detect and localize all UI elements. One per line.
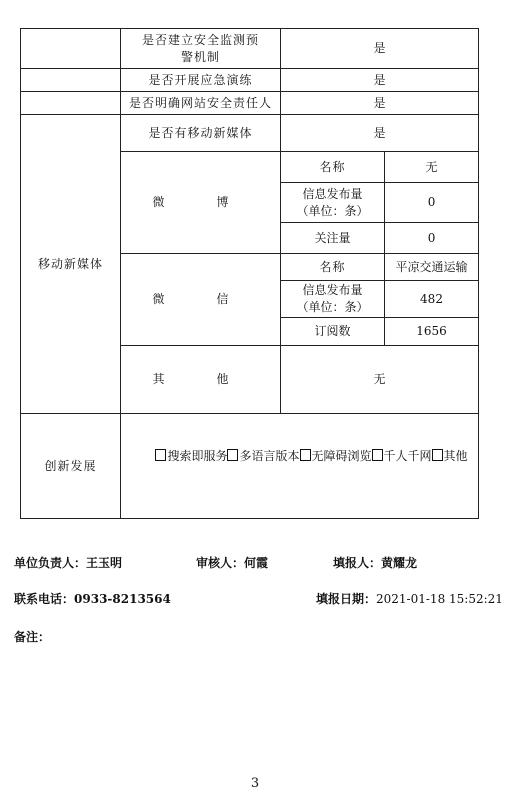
weibo-name-label: 名称	[281, 152, 385, 183]
table-cell-empty	[21, 29, 121, 69]
date-label: 填报日期：	[316, 592, 377, 606]
filler	[333, 554, 417, 571]
phone-value: 0933-8213564	[74, 592, 171, 606]
table-row	[21, 115, 479, 152]
weibo-followers-value: 0	[385, 223, 479, 254]
drill-label: 是否开展应急演练	[121, 69, 281, 92]
date-value: 2021-01-18 15:52:21	[376, 592, 503, 606]
weibo-posts-value: 0	[385, 183, 479, 223]
option-label: 多语言版本	[239, 448, 300, 463]
unit-head	[14, 554, 122, 571]
page-number: 3	[250, 776, 260, 791]
wechat-posts-label	[281, 281, 385, 318]
wechat-posts-value: 482	[385, 281, 479, 318]
option-item[interactable]	[155, 449, 227, 463]
weibo-name-value: 无	[385, 152, 479, 183]
wechat-subscribers-label: 订阅数	[281, 318, 385, 346]
table-row	[21, 414, 479, 519]
responsible-value: 是	[281, 92, 479, 115]
wechat-name-value: 平凉交通运输	[385, 254, 479, 281]
checkbox-icon[interactable]	[372, 449, 383, 461]
option-label: 无障碍浏览	[311, 448, 372, 463]
weibo-posts-label-line1: 信息发布量	[302, 186, 363, 201]
responsible-label: 是否明确网站安全责任人	[121, 92, 281, 115]
checkbox-icon[interactable]	[432, 449, 443, 461]
contact-phone	[14, 590, 171, 607]
has-media-label: 是否有移动新媒体	[121, 115, 281, 152]
checkbox-icon[interactable]	[300, 449, 311, 461]
table-row	[21, 92, 479, 115]
option-item[interactable]	[300, 449, 372, 463]
table-row	[21, 69, 479, 92]
option-label: 其他	[443, 448, 468, 463]
weibo-label: 微 博	[121, 152, 281, 254]
option-item[interactable]	[372, 449, 432, 463]
wechat-label: 微 信	[121, 254, 281, 346]
reviewer	[196, 554, 268, 571]
weibo-posts-label-line2: （单位：条）	[296, 203, 369, 218]
filler-value: 黄耀龙	[381, 556, 418, 570]
remarks	[14, 628, 50, 645]
phone-label: 联系电话：	[14, 592, 75, 606]
remarks-label: 备注：	[14, 630, 51, 644]
option-item[interactable]	[432, 449, 468, 463]
checkbox-icon[interactable]	[227, 449, 238, 461]
monitoring-value: 是	[281, 29, 479, 69]
table-row	[21, 29, 479, 69]
reviewer-label: 审核人：	[196, 556, 245, 570]
wechat-posts-label-line1: 信息发布量	[302, 283, 363, 297]
fill-date	[316, 590, 503, 607]
other-value: 无	[281, 346, 479, 414]
has-media-value: 是	[281, 115, 479, 152]
monitoring-label: 是否建立安全监测预警机制	[121, 29, 281, 69]
unit-head-label: 单位负责人：	[14, 556, 87, 570]
mobile-media-section-label: 移动新媒体	[21, 115, 121, 414]
weibo-posts-label	[281, 183, 385, 223]
innovation-label: 创新发展	[21, 414, 121, 519]
table-cell-empty	[21, 69, 121, 92]
option-item[interactable]	[227, 449, 299, 463]
reviewer-value: 何霞	[244, 556, 269, 570]
other-label: 其 他	[121, 346, 281, 414]
filler-label: 填报人：	[333, 556, 382, 570]
wechat-posts-label-line2: （单位：条）	[296, 300, 369, 314]
unit-head-value: 王玉明	[86, 556, 123, 570]
option-label: 搜索即服务	[167, 448, 228, 463]
wechat-name-label: 名称	[281, 254, 385, 281]
checkbox-icon[interactable]	[155, 449, 166, 461]
wechat-subscribers-value: 1656	[385, 318, 479, 346]
weibo-followers-label: 关注量	[281, 223, 385, 254]
option-label: 千人千网	[383, 448, 432, 463]
drill-value: 是	[281, 69, 479, 92]
report-table	[20, 28, 479, 519]
innovation-options	[121, 414, 479, 519]
table-cell-empty	[21, 92, 121, 115]
